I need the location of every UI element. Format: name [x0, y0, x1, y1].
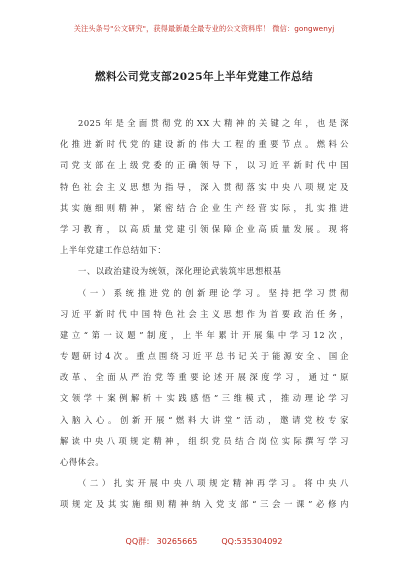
- footer-contact: [0, 536, 408, 547]
- body-line: 2025年是全面贯彻党的XX大精神的关键之年，也是深: [78, 118, 349, 128]
- body-line: 改革、全面从严治党等重要论述开展深度学习，通过“原: [60, 372, 349, 383]
- body-line: 文领学＋案例解析＋实践感悟”三维模式，推动理论学习: [60, 393, 349, 404]
- body-line: 其实施细则精神，紧密结合企业生产经营实际，扎实推进: [60, 202, 349, 213]
- body-line: 学习教育，以高质量党建引领保障企业高质量发展。现将: [60, 223, 349, 234]
- body-line: 解读中央八项规定精神，组织党员结合岗位实际撰写学习: [60, 435, 349, 446]
- body-line: 项规定及其实施细则精神纳入党支部“三会一课”必修内: [60, 499, 349, 510]
- qq-number-text: QQ:535304092: [221, 537, 283, 546]
- body-line: 习近平新时代中国特色社会主义思想作为首要政治任务，: [60, 308, 349, 319]
- document-body: [60, 113, 349, 516]
- body-line: 司党支部在上级党委的正确领导下，以习近平新时代中国: [60, 160, 349, 171]
- body-line: 心得体会。: [60, 457, 105, 467]
- body-line: （二）扎实开展中央八项规定精神再学习。将中央八: [78, 478, 349, 489]
- body-line: 一、以政治建设为统领，深化理论武装筑牢思想根基: [78, 266, 282, 277]
- body-line: 特色社会主义思想为指导，深入贯彻落实中央八项规定及: [60, 181, 349, 192]
- document-title: 燃料公司党支部2025年上半年党建工作总结: [95, 71, 313, 83]
- body-line: 建立“第一议题”制度，上半年累计开展集中学习12次，: [60, 329, 349, 340]
- header-note: 关注头条号"公文研究"，获得最新最全最专业的公文资料库！ 微信：gongwenyj: [73, 24, 335, 33]
- body-line: 上半年党建工作总结如下：: [60, 245, 167, 256]
- body-line: （一）系统推进党的创新理论学习。坚持把学习贯彻: [78, 287, 349, 298]
- body-line: 化推进新时代党的建设新的伟大工程的重要节点。燃料公: [60, 139, 349, 150]
- body-line: 专题研讨4次。重点围绕习近平总书记关于能源安全、国企: [60, 351, 349, 362]
- qq-group-text: QQ群： 30265665: [125, 537, 198, 546]
- body-line: 入脑入心。创新开展“燃料大讲堂”活动，邀请党校专家: [60, 414, 349, 425]
